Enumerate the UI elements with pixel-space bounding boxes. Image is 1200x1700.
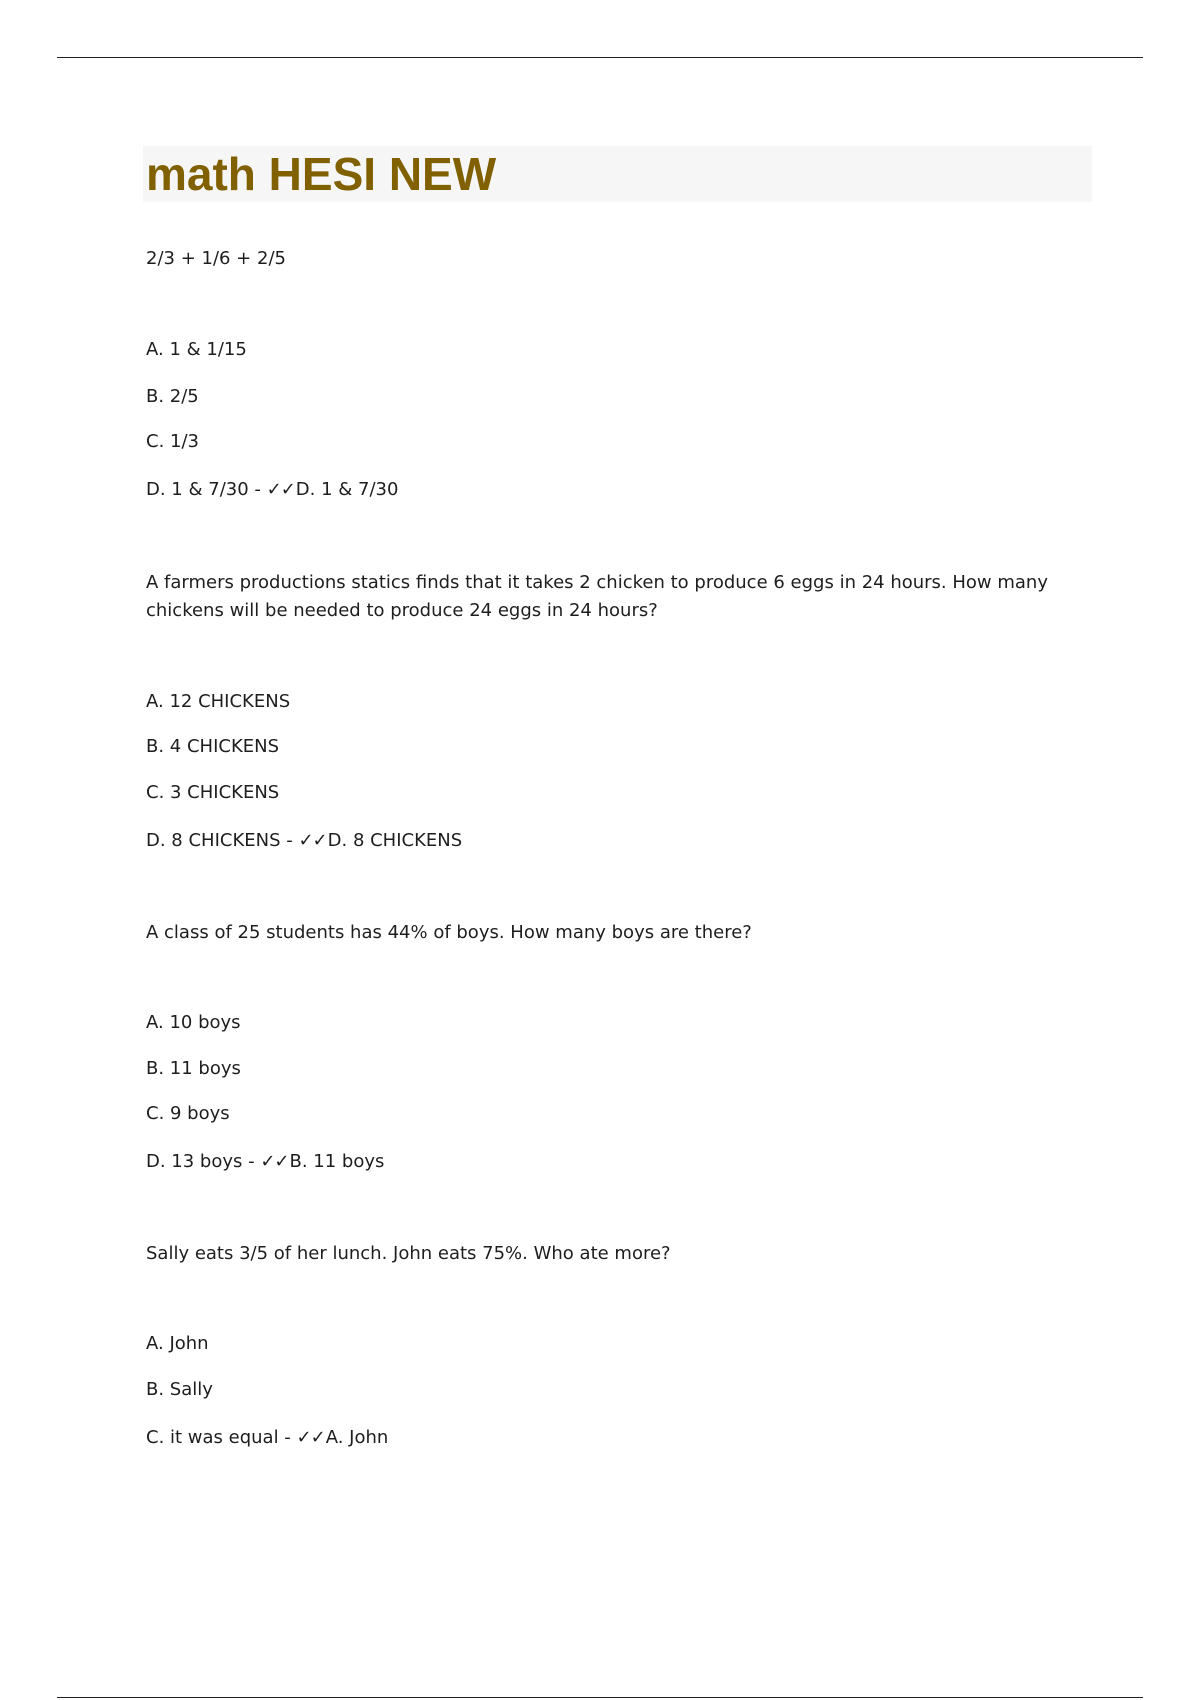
question-3-option-a: A. 10 boys [146,1012,241,1033]
question-1-option-d-label: D. 1 & 7/30 - [146,479,267,500]
question-4-option-b: B. Sally [146,1379,213,1400]
question-1-option-b: B. 2/5 [146,386,199,407]
question-3-option-d-label: D. 13 boys - [146,1151,261,1172]
check-mark-icon: ✓✓ [260,1151,289,1172]
question-2-option-b: B. 4 CHICKENS [146,736,280,757]
question-2-option-d [146,828,462,854]
header-rule [57,57,1143,58]
question-2-answer: D. 8 CHICKENS [327,830,463,851]
question-3-option-c: C. 9 boys [146,1103,230,1124]
question-4-answer: A. John [325,1427,389,1448]
check-mark-icon: ✓✓ [266,479,295,500]
question-1-answer: D. 1 & 7/30 [295,479,399,500]
question-4-text: Sally eats 3/5 of her lunch. John eats 75%. Who ate more? [146,1243,671,1264]
question-2-text: A farmers productions statics finds that it takes 2 chicken to produce 6 eggs in 24 hours. How many chickens will be needed to produce 24 eggs in 24 hours? [146,572,1048,621]
question-3-option-b: B. 11 boys [146,1058,241,1079]
question-4-option-c-label: C. it was equal - [146,1427,297,1448]
question-4-option-c [146,1425,388,1451]
question-3-text: A class of 25 students has 44% of boys. How many boys are there? [146,922,752,943]
document-title: math HESI NEW [146,148,497,200]
question-1-text: 2/3 + 1/6 + 2/5 [146,248,286,269]
question-1-option-a: A. 1 & 1/15 [146,339,247,360]
check-mark-icon: ✓✓ [296,1427,325,1448]
question-1-option-c: C. 1/3 [146,431,199,452]
question-2-option-d-label: D. 8 CHICKENS - [146,830,299,851]
question-3-option-d [146,1149,384,1175]
question-1-option-d [146,477,398,503]
question-2-option-a: A. 12 CHICKENS [146,691,291,712]
question-2-option-c: C. 3 CHICKENS [146,782,280,803]
question-3-answer: B. 11 boys [289,1151,385,1172]
question-4-option-a: A. John [146,1333,209,1354]
check-mark-icon: ✓✓ [298,830,327,851]
footer-rule [57,1697,1143,1698]
